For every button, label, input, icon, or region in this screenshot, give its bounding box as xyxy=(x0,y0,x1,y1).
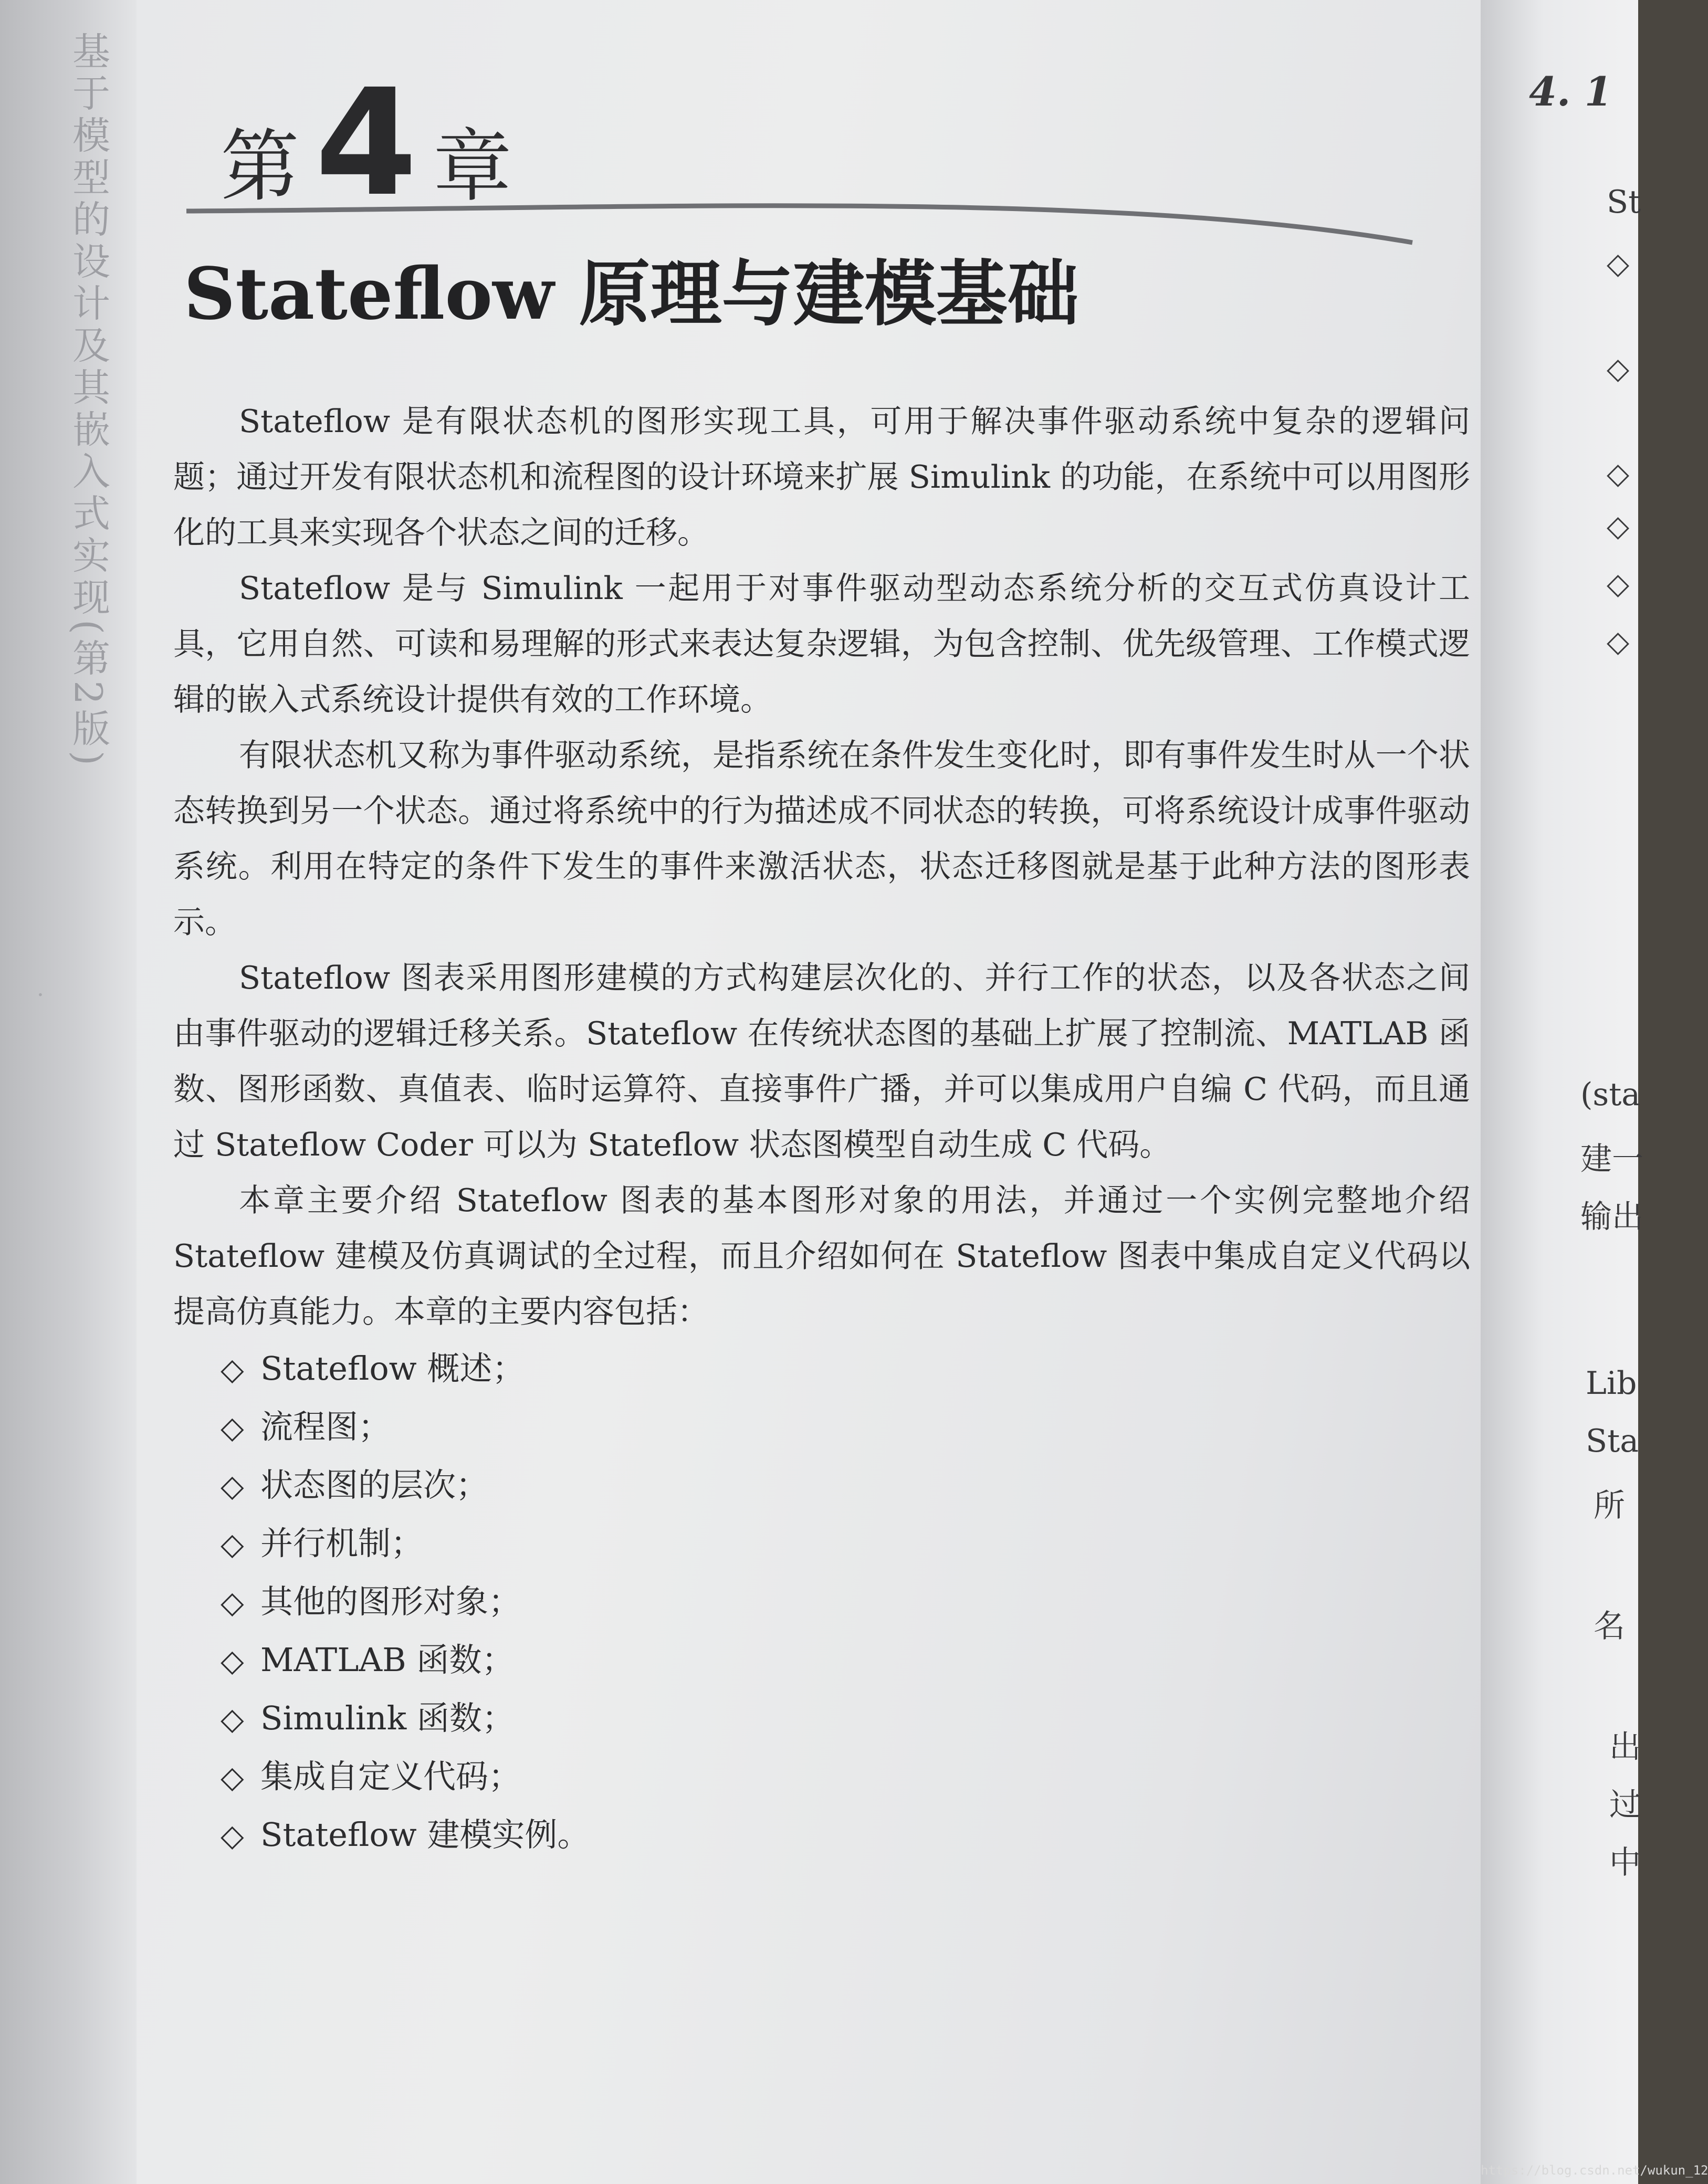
chapter-title: Stateflow 原理与建模基础 xyxy=(184,252,1079,336)
list-item xyxy=(221,1515,1470,1573)
list-item xyxy=(221,1689,1470,1748)
diamond-bullet-icon: ◇ xyxy=(221,1468,244,1504)
list-item-label: Stateflow 概述； xyxy=(260,1349,525,1388)
facing-page-fragment: 名 xyxy=(1594,1608,1625,1645)
list-item xyxy=(221,1340,1470,1398)
diamond-bullet-icon: ◇ xyxy=(221,1701,244,1737)
list-item xyxy=(221,1398,1470,1456)
diamond-bullet-icon: ◇ xyxy=(221,1410,244,1445)
chapter-suffix: 章 xyxy=(433,121,512,213)
chapter-rule xyxy=(0,0,1481,273)
diamond-bullet-icon: ◇ xyxy=(221,1818,244,1853)
chapter-number: 4 xyxy=(315,58,417,229)
paragraph-1: Stateflow 是有限状态机的图形实现工具，可用于解决事件驱动系统中复杂的逻辑问题；通过开发有限状态机和流程图的设计环境来扩展 Simulink 的功能，在系统中可以用图形化的工具来实现各个状态之间的迁移。 xyxy=(173,403,1470,551)
list-item xyxy=(221,1748,1470,1806)
paragraph-2: Stateflow 是与 Simulink 一起用于对事件驱动型动态系统分析的交互式仿真设计工具，它用自然、可读和易理解的形式来表达复杂逻辑，为包含控制、优先级管理、工作模式逻辑的嵌入式系统设计提供有效的工作环境。 xyxy=(173,570,1470,718)
list-item-label: 状态图的层次； xyxy=(260,1466,489,1504)
facing-page-fragment: Sta xyxy=(1586,1423,1639,1460)
list-item-label: Simulink 函数； xyxy=(260,1699,515,1737)
list-item xyxy=(221,1456,1470,1515)
facing-page-fragment: 中 xyxy=(1609,1844,1641,1881)
list-item xyxy=(221,1806,1470,1864)
diamond-bullet-icon: ◇ xyxy=(221,1643,244,1678)
facing-page-fragment: 出 xyxy=(1609,1729,1641,1766)
page-gutter-shadow xyxy=(0,0,137,2184)
chapter-prefix: 第 xyxy=(221,121,300,213)
chapter-contents-list xyxy=(173,1340,1470,1864)
facing-page-fragment: (sta xyxy=(1580,1076,1641,1113)
diamond-bullet-icon: ◇ xyxy=(1607,247,1630,281)
facing-page-fragment: 所 xyxy=(1594,1487,1625,1524)
facing-page-fragment: 建一 xyxy=(1580,1141,1643,1178)
page-body xyxy=(173,394,1470,1864)
list-item-label: 集成自定义代码； xyxy=(260,1757,521,1796)
paragraph-3: 有限状态机又称为事件驱动系统，是指系统在条件发生变化时，即有事件发生时从一个状态转换到另一个状态。通过将系统中的行为描述成不同状态的转换，可将系统设计成事件驱动系统。利用在特定的条件下发生的事件来激活状态，状态迁移图就是基于此种方法的图形表示。 xyxy=(173,737,1470,941)
diamond-bullet-icon: ◇ xyxy=(221,1526,244,1562)
facing-page-fragment: 过 xyxy=(1609,1787,1641,1823)
paragraph-4: Stateflow 图表采用图形建模的方式构建层次化的、并行工作的状态，以及各状态之间由事件驱动的逻辑迁移关系。Stateflow 在传统状态图的基础上扩展了控制流、MATLAB 函数、图形函数、真值表、临时运算符、直接事件广播，并可以集成用户自编 C 代码，而且通过 Stateflow Coder 可以为 Stateflow 状态图模型自动生成 C 代码。 xyxy=(173,960,1470,1163)
facing-page-fragment: St xyxy=(1607,184,1641,220)
list-item-label: MATLAB 函数； xyxy=(260,1641,515,1679)
show-through-page-number: · xyxy=(37,982,44,1009)
paragraph-5: 本章主要介绍 Stateflow 图表的基本图形对象的用法，并通过一个实例完整地介绍 Stateflow 建模及仿真调试的全过程，而且介绍如何在 Stateflow 图表中集成自定义代码以提高仿真能力。本章的主要内容包括： xyxy=(173,1182,1470,1330)
list-item-label: 流程图； xyxy=(260,1408,391,1446)
diamond-bullet-icon: ◇ xyxy=(1607,509,1630,543)
diamond-bullet-icon: ◇ xyxy=(1607,567,1630,601)
spine-show-through-text: 基于模型的设计及其嵌入式实现(第2版) xyxy=(66,32,110,770)
diamond-bullet-icon: ◇ xyxy=(1607,625,1630,659)
list-item-label: 其他的图形对象； xyxy=(260,1582,521,1621)
list-item-label: Stateflow 建模实例。 xyxy=(260,1815,590,1854)
diamond-bullet-icon: ◇ xyxy=(1607,457,1630,491)
facing-page xyxy=(1481,0,1643,2184)
facing-page-fragment: Lib xyxy=(1586,1365,1637,1402)
diamond-bullet-icon: ◇ xyxy=(221,1759,244,1795)
diamond-bullet-icon: ◇ xyxy=(1607,352,1630,386)
diamond-bullet-icon: ◇ xyxy=(221,1584,244,1620)
source-watermark: https://blog.csdn.net/wukun_12 xyxy=(1481,2163,1708,2178)
facing-page-section-number: 4. 1 xyxy=(1529,68,1612,115)
list-item-label: 并行机制； xyxy=(260,1524,424,1562)
facing-page-fragment: 输出 xyxy=(1580,1199,1643,1235)
diamond-bullet-icon: ◇ xyxy=(221,1351,244,1387)
list-item xyxy=(221,1631,1470,1689)
list-item xyxy=(221,1573,1470,1631)
